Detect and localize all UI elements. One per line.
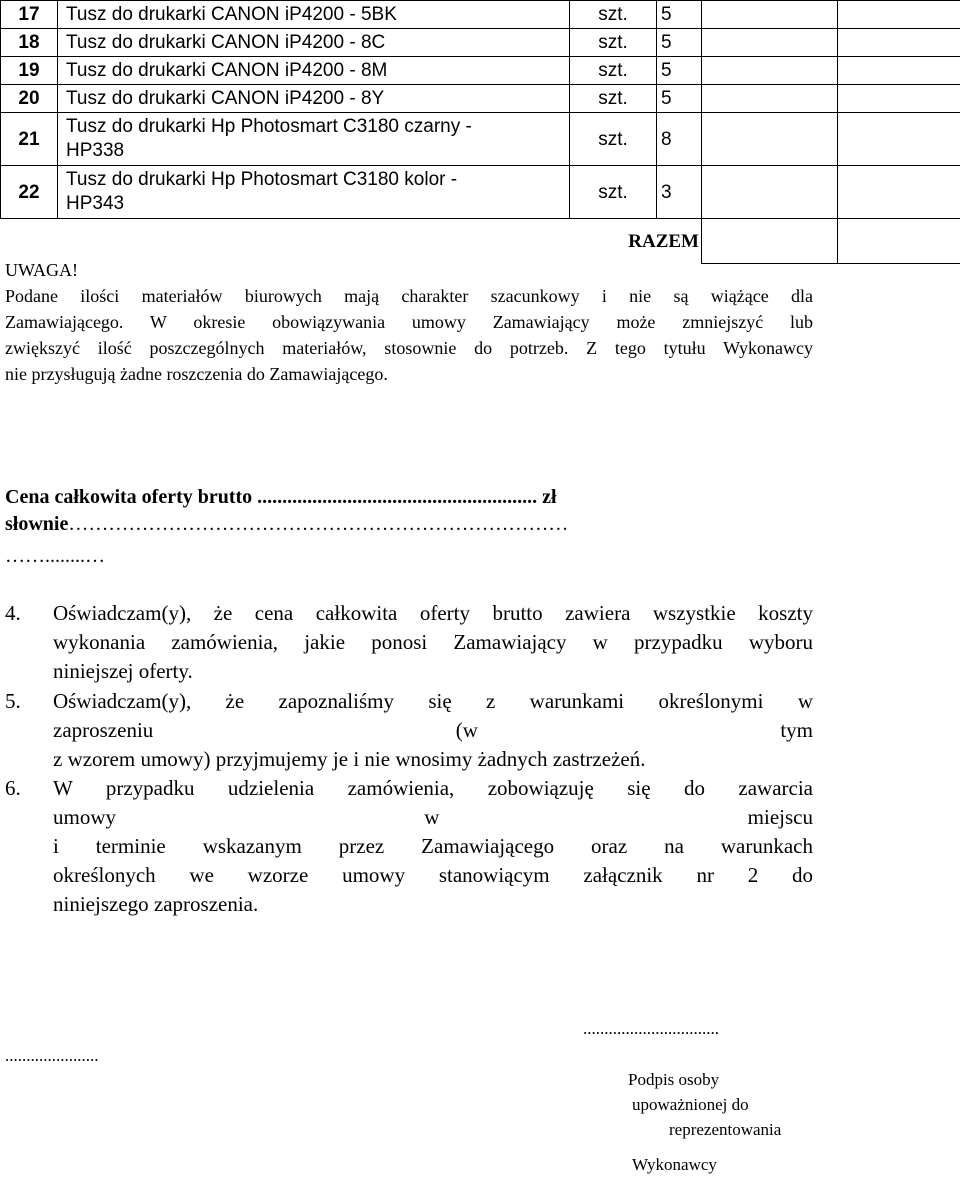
item-quantity: 5 — [657, 85, 702, 113]
unit-price-cell — [702, 166, 838, 219]
total-value-cell — [838, 219, 960, 264]
signature-label-line: Wykonawcy — [632, 1152, 717, 1177]
note-line: nie przysługują żadne roszczenia do Zamawiającego. — [5, 361, 813, 387]
item-name-line: HP343 — [66, 192, 569, 216]
item-name: Tusz do drukarki CANON iP4200 - 8Y — [58, 85, 570, 113]
total-price-line: Cena całkowita oferty brutto ........................................................ zł — [5, 485, 795, 510]
table-row — [1, 113, 960, 166]
item-unit: szt. — [570, 166, 657, 219]
row-number: 22 — [1, 166, 58, 219]
declaration-line: i terminie wskazanym przez Zamawiającego oraz na warunkach — [53, 832, 813, 861]
declaration-line: z wzorem umowy) przyjmujemy je i nie wnosimy żadnych zastrzeżeń. — [53, 747, 645, 771]
item-name: Tusz do drukarki CANON iP4200 - 8M — [58, 57, 570, 85]
item-name: Tusz do drukarki CANON iP4200 - 8C — [58, 29, 570, 57]
declaration-number: 4. — [5, 599, 21, 628]
unit-price-cell — [702, 1, 838, 29]
value-cell — [838, 113, 960, 166]
signature-label-line: reprezentowania — [669, 1117, 781, 1142]
item-quantity: 5 — [657, 29, 702, 57]
words-dots: ………………………………………………………………… — [68, 513, 568, 535]
declaration-6 — [5, 774, 813, 919]
items-table — [0, 0, 960, 264]
unit-price-cell — [702, 85, 838, 113]
item-unit: szt. — [570, 85, 657, 113]
signature-label-line: upoważnionej do — [632, 1092, 749, 1117]
unit-price-cell — [702, 29, 838, 57]
place-date-dots: ...................... — [5, 1043, 99, 1068]
item-name-line: Tusz do drukarki Hp Photosmart C3180 czarny - — [66, 115, 569, 139]
unit-price-cell — [702, 57, 838, 85]
declaration-line: wykonania zamówienia, jakie ponosi Zamawiający w przypadku wyboru — [53, 628, 813, 657]
item-quantity: 5 — [657, 57, 702, 85]
table-row — [1, 1, 960, 29]
table-row — [1, 29, 960, 57]
row-number: 20 — [1, 85, 58, 113]
declaration-5 — [5, 687, 813, 774]
declaration-line: zaproszeniu (w tym — [53, 716, 813, 745]
signature-dots: ................................ — [583, 1016, 719, 1041]
row-number: 17 — [1, 1, 58, 29]
row-number: 19 — [1, 57, 58, 85]
declaration-number: 5. — [5, 687, 21, 716]
total-in-words — [5, 512, 795, 537]
note-heading: UWAGA! — [5, 257, 813, 283]
declaration-line: niniejszej oferty. — [53, 659, 193, 683]
signature-label-line: Podpis osoby — [628, 1067, 719, 1092]
item-unit: szt. — [570, 57, 657, 85]
item-name-line: Tusz do drukarki Hp Photosmart C3180 kolor - — [66, 168, 569, 192]
item-unit: szt. — [570, 113, 657, 166]
value-cell — [838, 85, 960, 113]
note-line: Podane ilości materiałów biurowych mają charakter szacunkowy i nie są wiążące dla — [5, 283, 813, 309]
value-cell — [838, 29, 960, 57]
item-quantity: 5 — [657, 1, 702, 29]
note-line: Zamawiającego. W okresie obowiązywania umowy Zamawiający może zmniejszyć lub — [5, 309, 813, 335]
total-label: RAZEM — [570, 219, 702, 264]
declaration-4 — [5, 599, 813, 686]
item-unit: szt. — [570, 1, 657, 29]
declaration-line: niniejszego zaproszenia. — [53, 892, 258, 916]
declaration-line: W przypadku udzielenia zamówienia, zobowiązuję się do zawarcia — [53, 774, 813, 803]
note-line: zwiększyć ilość poszczególnych materiałów, stosownie do potrzeb. Z tego tytułu Wykonawcy — [5, 335, 813, 361]
item-quantity: 8 — [657, 113, 702, 166]
row-number: 18 — [1, 29, 58, 57]
table-row — [1, 85, 960, 113]
declaration-line: określonych we wzorze umowy stanowiącym załącznik nr 2 do — [53, 861, 813, 890]
note-section — [5, 257, 813, 387]
table-row — [1, 166, 960, 219]
row-number: 21 — [1, 113, 58, 166]
item-unit: szt. — [570, 29, 657, 57]
declaration-line: Oświadczam(y), że cena całkowita oferty brutto zawiera wszystkie koszty — [53, 599, 813, 628]
value-cell — [838, 57, 960, 85]
declaration-line: Oświadczam(y), że zapoznaliśmy się z warunkami określonymi w — [53, 687, 813, 716]
item-name: Tusz do drukarki CANON iP4200 - 5BK — [58, 1, 570, 29]
item-name — [58, 113, 570, 166]
unit-price-cell — [702, 113, 838, 166]
words-label: słownie — [5, 513, 68, 535]
item-quantity: 3 — [657, 166, 702, 219]
table-row — [1, 57, 960, 85]
value-cell — [838, 166, 960, 219]
declaration-line: umowy w miejscu — [53, 803, 813, 832]
item-name-line: HP338 — [66, 139, 569, 163]
words-dots-continued: ……........… — [5, 545, 105, 568]
declaration-number: 6. — [5, 774, 21, 803]
item-name — [58, 166, 570, 219]
value-cell — [838, 1, 960, 29]
